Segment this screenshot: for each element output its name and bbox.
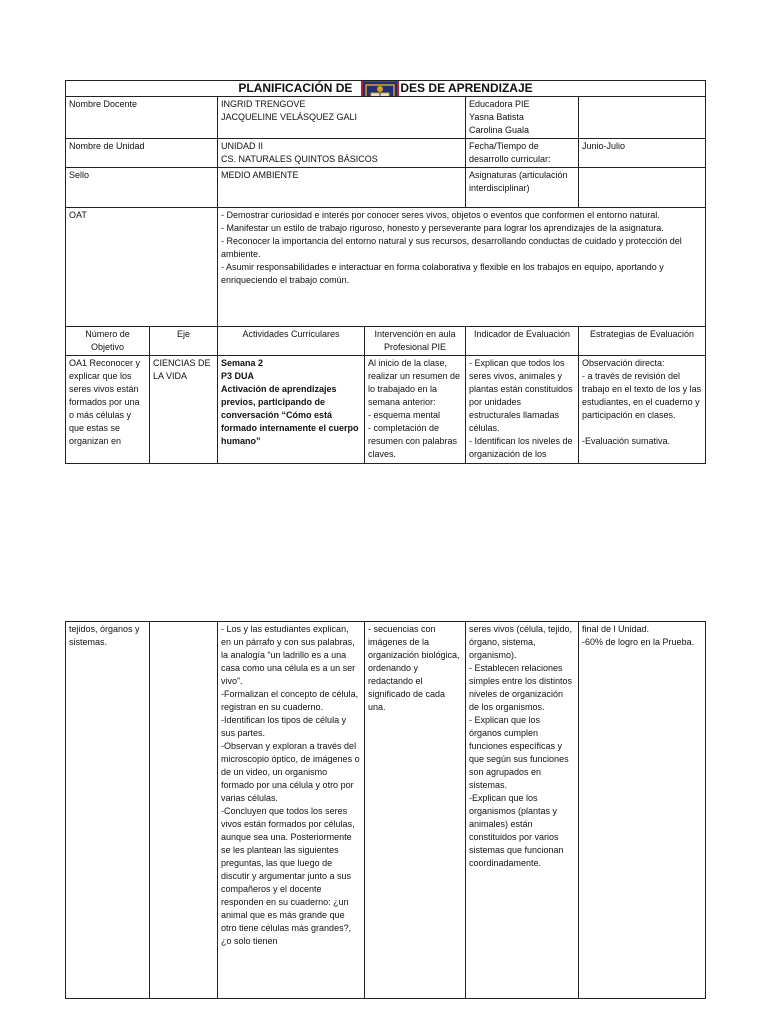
estrategia-line (582, 422, 702, 435)
actividad-line: -Identifican los tipos de célula y sus partes. (221, 715, 347, 738)
header-pie: Intervención en aula Profesional PIE (365, 327, 466, 356)
indicador-cont-cell (466, 622, 579, 999)
indicador-line: - Establecen relaciones simples entre los distintos niveles de organización de los organismos. (469, 663, 573, 712)
estrategia-line: -60% de logro en la Prueba. (582, 637, 695, 647)
oat-item: - Reconocer la importancia del entorno natural y sus recursos, desarrollando conductas de cuidado y protección del ambiente. (221, 236, 682, 259)
pie-cell (365, 356, 466, 464)
sello-value: MEDIO AMBIENTE (218, 168, 466, 208)
fecha-label: Fecha/Tiempo de desarrollo curricular: (466, 139, 579, 168)
indicador-line: -Explican que los organismos (plantas y animales) están constituidos por varios sistemas que funcionan coordinadamente. (469, 793, 564, 868)
indicador-cell (466, 356, 579, 464)
actividad-line: -Formalizan el concepto de célula, registran en su cuaderno. (221, 689, 359, 712)
pie-line: - esquema mental (368, 410, 441, 420)
header-estrategias: Estrategias de Evaluación (579, 327, 706, 356)
indicador-line: seres vivos (célula, tejido, órgano, sistema, organismo). (469, 624, 573, 660)
estrategia-line: - a través de revisión del trabajo en el texto de los y las estudiantes, en el cuaderno y participación en clases. (582, 371, 702, 420)
indicador-line: - Identifican los niveles de organización de los (469, 436, 573, 459)
indicador-line: - Explican que todos los seres vivos, animales y plantas están constituidos por unidades estructurales llamadas células. (469, 358, 573, 433)
pie-staff-line: Carolina Guala (469, 125, 530, 135)
pie-staff (466, 97, 579, 139)
pie-line: - completación de resumen con palabras claves. (368, 423, 458, 459)
oat-label: OAT (66, 208, 218, 327)
actividades-cell (218, 356, 365, 464)
empty-cell (579, 168, 706, 208)
planning-table-page-2 (65, 621, 706, 999)
fecha-value: Junio-Julio (579, 139, 706, 168)
unidad-label: Nombre de Unidad (66, 139, 218, 168)
actividad-line: Semana 2 (221, 358, 264, 368)
pie-line: Al inicio de la clase, realizar un resumen de lo trabajado en la semana anterior: (368, 358, 461, 407)
school-seal-logo (359, 81, 401, 97)
header-indicador: Indicador de Evaluación (466, 327, 579, 356)
title-right: DES DE APRENDIZAJE (400, 81, 533, 95)
oat-item: - Manifestar un estilo de trabajo riguroso, honesto y perseverante para lograr los aprendizajes de la asignatura. (221, 223, 664, 233)
page-title (66, 81, 706, 97)
actividades-cont-cell (218, 622, 365, 999)
empty-cell (579, 97, 706, 139)
estrategia-line: Observación directa: (582, 358, 665, 368)
estrategia-line: final de l Unidad. (582, 624, 650, 634)
docente-name: INGRID TRENGOVE (221, 99, 306, 109)
pie-staff-line: Educadora PIE (469, 99, 530, 109)
oat-objectives (218, 208, 706, 327)
docente-value (218, 97, 466, 139)
pie-line: - secuencias con imágenes de la organización biológica, ordenando y redactando el significado de cada una. (368, 624, 460, 712)
header-actividades: Actividades Curriculares (218, 327, 365, 356)
actividad-line: - Los y las estudiantes explican, en un párrafo y con sus palabras, la analogía “un ladrillo es a una casa como una célula es a un ser vivo”. (221, 624, 356, 686)
estrategias-cont-cell (579, 622, 706, 999)
eje-cont-cell (150, 622, 218, 999)
actividad-line: Activación de aprendizajes previos, participando de conversación “Cómo está formado internamente el cuerpo humano” (221, 384, 359, 446)
eje-cell: CIENCIAS DE LA VIDA (150, 356, 218, 464)
oat-item: - Asumir responsabilidades e interactuar en forma colaborativa y flexible en los trabajos en equipo, aportando y enriqueciendo el trabajo común. (221, 262, 664, 285)
docente-name: JACQUELINE VELÁSQUEZ GALI (221, 112, 358, 122)
sello-label: Sello (66, 168, 218, 208)
actividad-line: -Concluyen que todos los seres vivos están formados por células, aunque sea una. Posteriormente se les plantean las siguientes preguntas, las que luego de discutir y argumentar junto a sus compañeros y el docente responden en su cuaderno: ¿un animal que es más grande que otro tiene células más grandes?, ¿o solo tienen (221, 806, 355, 946)
header-eje: Eje (150, 327, 218, 356)
unidad-line: CS. NATURALES QUINTOS BÁSICOS (221, 154, 378, 164)
estrategia-line: -Evaluación sumativa. (582, 436, 671, 446)
header-objetivo: Número de Objetivo (66, 327, 150, 356)
title-left: PLANIFICACIÓN DE (238, 81, 353, 95)
objetivo-cont-cell: tejidos, órganos y sistemas. (66, 622, 150, 999)
actividad-line: P3 DUA (221, 371, 255, 381)
pie-staff-line: Yasna Batista (469, 112, 524, 122)
indicador-line: - Explican que los órganos cumplen funciones específicas y que según sus funciones son agrupados en sistemas. (469, 715, 569, 790)
objetivo-cell: OA1 Reconocer y explicar que los seres vivos están formados por una o más células y que estas se organizan en (66, 356, 150, 464)
docente-label: Nombre Docente (66, 97, 218, 139)
asignaturas-label: Asignaturas (articulación interdisciplinar) (466, 168, 579, 208)
unidad-line: UNIDAD II (221, 141, 264, 151)
unidad-value (218, 139, 466, 168)
estrategias-cell (579, 356, 706, 464)
actividad-line: -Observan y exploran a través del microscopio óptico, de imágenes o de un video, un organismo formado por una célula y otro por varias células. (221, 741, 360, 803)
oat-item: - Demostrar curiosidad e interés por conocer seres vivos, objetos o eventos que conformen el entorno natural. (221, 210, 660, 220)
planning-table-page-1 (65, 80, 706, 464)
pie-cont-cell (365, 622, 466, 999)
